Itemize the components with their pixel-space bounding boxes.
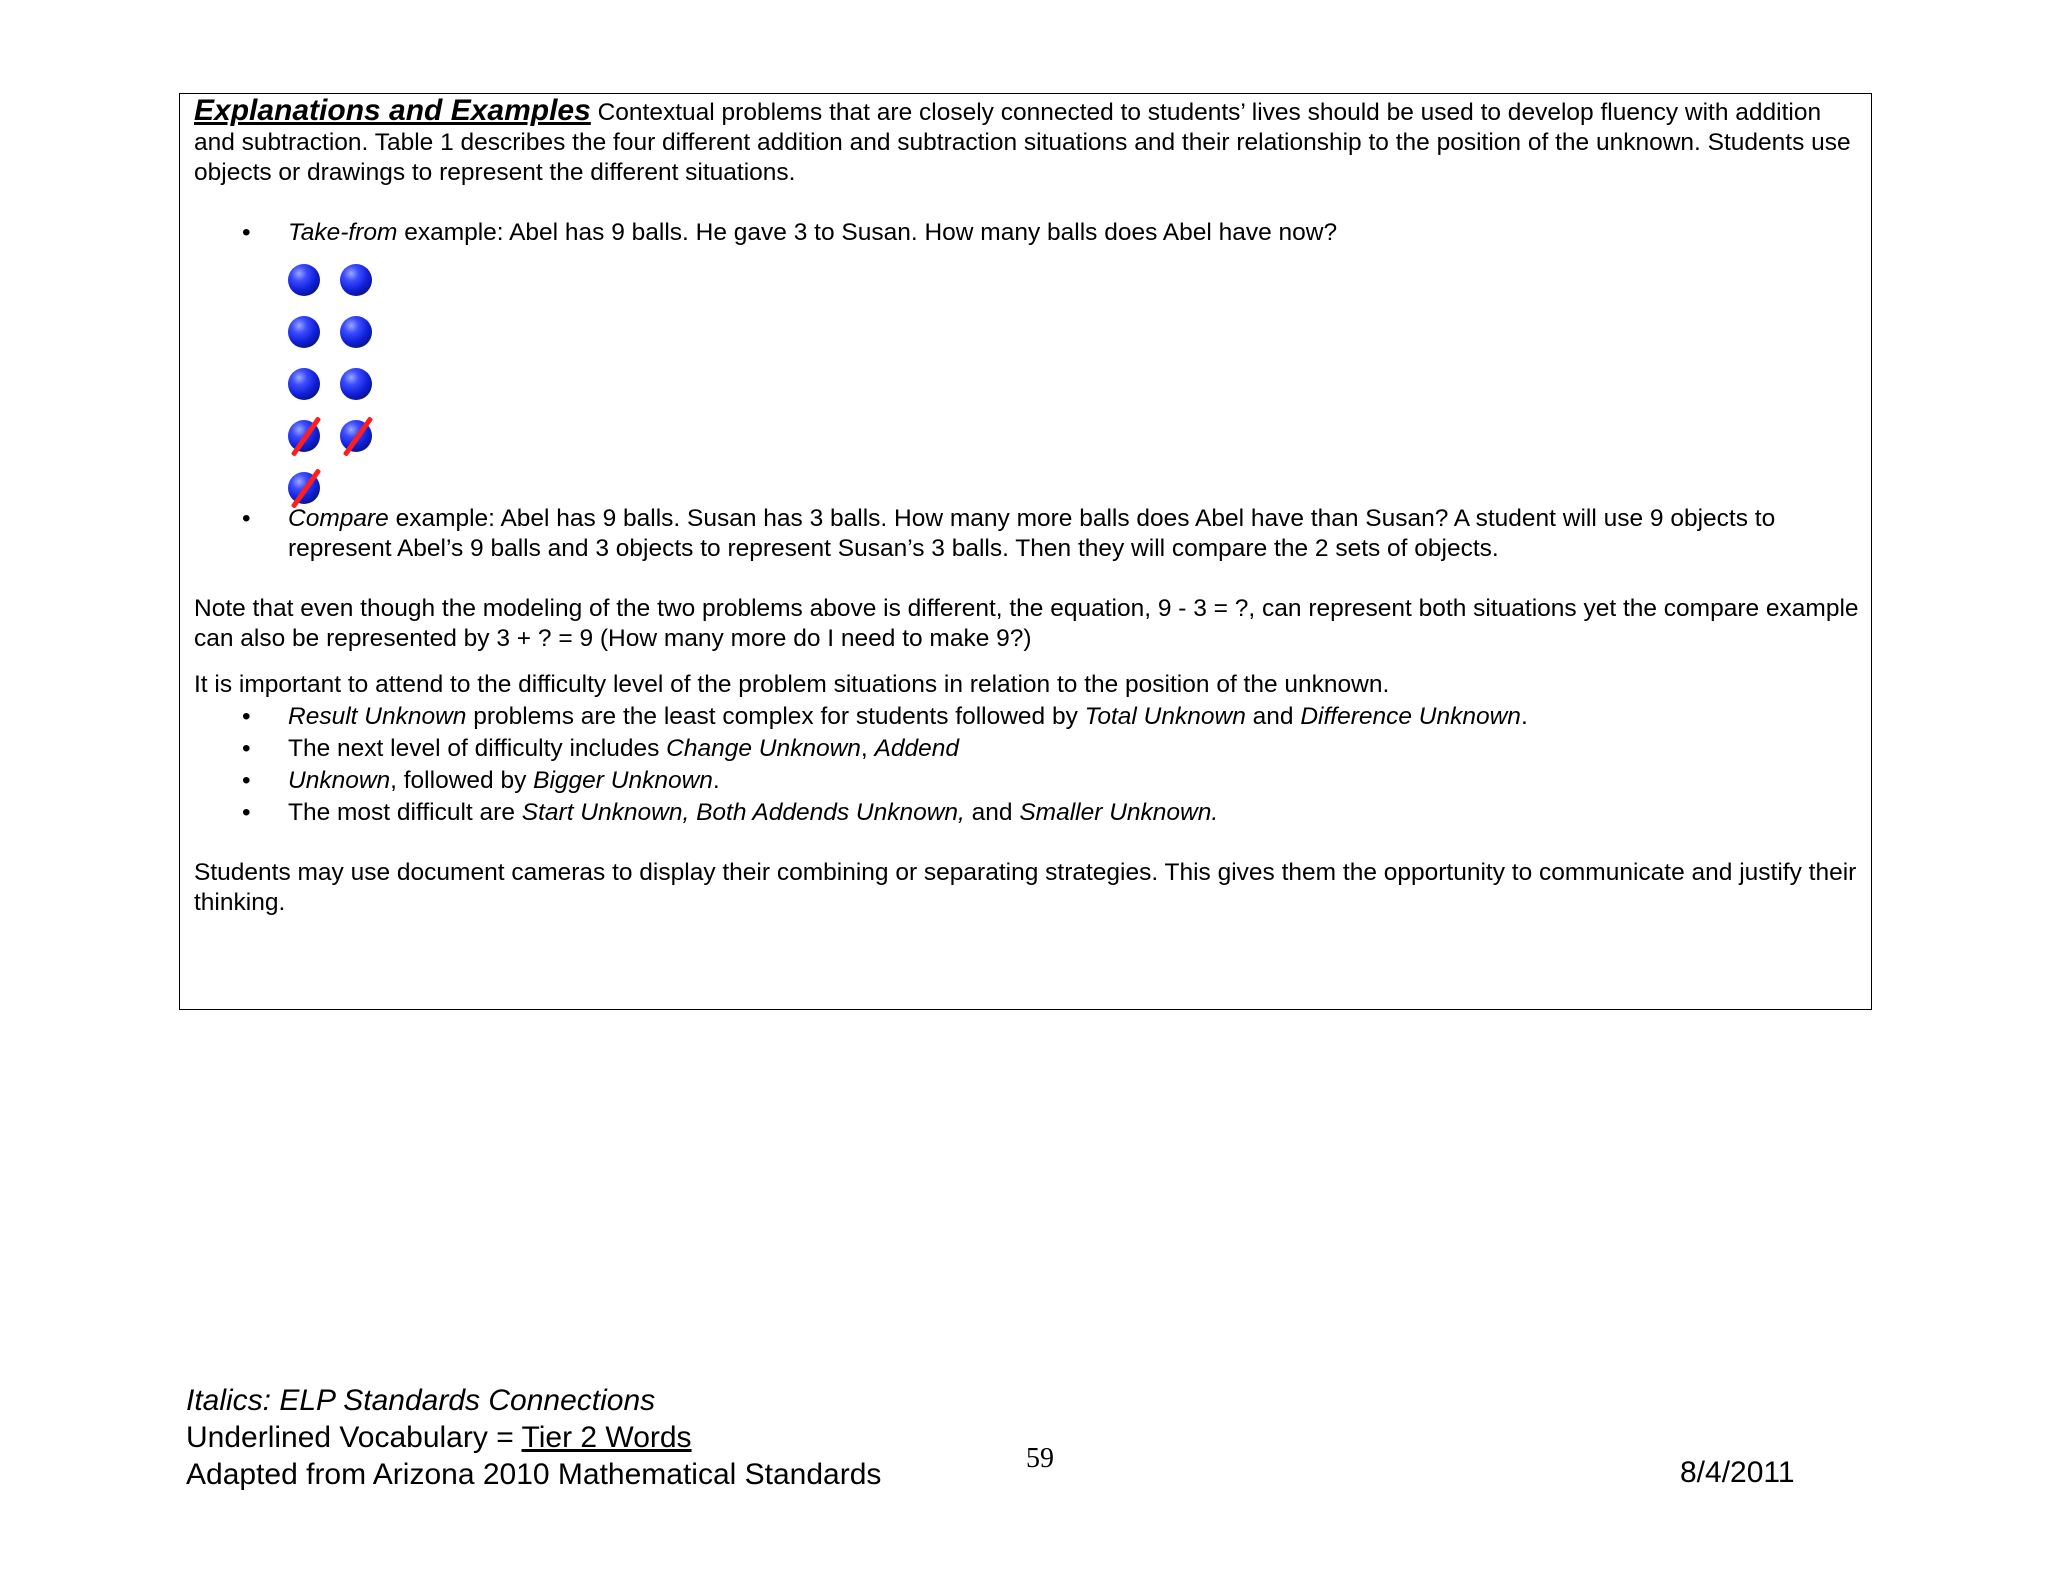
start-unknown-term: Start Unknown, Both Addends Unknown,: [521, 799, 965, 826]
tier2-words-label: Tier 2 Words: [521, 1421, 692, 1454]
explanations-content: [194, 96, 1859, 918]
difficulty-text: The most difficult are: [288, 799, 522, 826]
bullet-icon: •: [242, 735, 251, 762]
difficulty-text: and: [1245, 703, 1301, 730]
intro-paragraph: [194, 96, 1859, 188]
intro-text: Contextual problems that are closely connected to students’ lives should be used to develop fluency with addition and subtraction. Table 1 describes the four different addition and subtraction situations and their relationship to the position of the unknown. Students use objects or drawings to represent the different situations.: [194, 99, 1851, 186]
note-paragraph: Note that even though the modeling of the two problems above is different, the equation, 9 - 3 = ?, can represent both situations yet the compare example can also be represented by 3 + ? = 9 (How many more do I need to make 9?): [194, 595, 1859, 652]
take-from-bullet: [194, 218, 1859, 248]
difficulty-text: .: [712, 767, 720, 794]
take-from-term: Take-from: [288, 219, 398, 246]
closing-paragraph: Students may use document cameras to display their combining or separating strategies. This gives them the opportunity to communicate and justify their thinking.: [194, 859, 1857, 916]
ball-icon: [288, 316, 320, 348]
page-number: 59: [1026, 1443, 1054, 1474]
bullet-icon: •: [242, 219, 251, 246]
footer-underline-prefix: Underlined Vocabulary =: [186, 1421, 522, 1454]
difficulty-text: ,: [860, 735, 875, 762]
addend-term: Addend: [874, 735, 960, 762]
difficulty-bullet-2: [194, 734, 1859, 764]
bullet-icon: •: [242, 703, 251, 730]
difficulty-text: .: [1520, 703, 1528, 730]
bullet-icon: •: [242, 799, 251, 826]
change-unknown-term: Change Unknown: [666, 735, 861, 762]
ball-illustration: [288, 248, 1859, 504]
difficulty-bullet-4: [194, 798, 1859, 828]
crossed-ball-icon: [288, 420, 320, 452]
result-unknown-term: Result Unknown: [288, 703, 467, 730]
difficulty-text: and: [964, 799, 1020, 826]
bullet-icon: •: [242, 767, 251, 794]
difficulty-text: problems are the least complex for students followed by: [466, 703, 1085, 730]
total-unknown-term: Total Unknown: [1084, 703, 1246, 730]
compare-bullet: [194, 504, 1859, 564]
difficulty-bullet-3: [194, 766, 1859, 796]
compare-text: example: Abel has 9 balls. Susan has 3 balls. How many more balls does Abel have than Susan? A student will use 9 objects to represent Abel’s 9 balls and 3 objects to represent Susan’s 3 balls. Then they will compare the 2 sets of objects.: [288, 505, 1776, 562]
crossed-ball-icon: [288, 472, 320, 504]
difficulty-text: The next level of difficulty includes: [288, 735, 667, 762]
compare-term: Compare: [288, 505, 389, 532]
explanations-box: [179, 93, 1872, 1010]
ball-icon: [340, 368, 372, 400]
difficulty-intro: It is important to attend to the difficulty level of the problem situations in relation to the position of the unknown.: [194, 671, 1390, 698]
ball-icon: [288, 368, 320, 400]
ball-icon: [288, 264, 320, 296]
footer-underline-note: [186, 1419, 881, 1456]
footer-italics-note: Italics: ELP Standards Connections: [186, 1384, 656, 1417]
bullet-icon: •: [242, 505, 251, 532]
difficulty-text: , followed by: [390, 767, 534, 794]
ball-icon: [340, 264, 372, 296]
footer-date: 8/4/2011: [1680, 1456, 1795, 1489]
smaller-unknown-term: Smaller Unknown.: [1019, 799, 1219, 826]
difference-unknown-term: Difference Unknown: [1300, 703, 1521, 730]
unknown-term: Unknown: [288, 767, 391, 794]
crossed-ball-icon: [340, 420, 372, 452]
take-from-text: example: Abel has 9 balls. He gave 3 to Susan. How many balls does Abel have now?: [397, 219, 1338, 246]
difficulty-bullet-1: [194, 702, 1859, 732]
section-heading: Explanations and Examples: [194, 94, 591, 127]
ball-icon: [340, 316, 372, 348]
bigger-unknown-term: Bigger Unknown: [533, 767, 713, 794]
footer-source: Adapted from Arizona 2010 Mathematical Standards: [186, 1458, 882, 1491]
footer-legend: [186, 1382, 881, 1493]
